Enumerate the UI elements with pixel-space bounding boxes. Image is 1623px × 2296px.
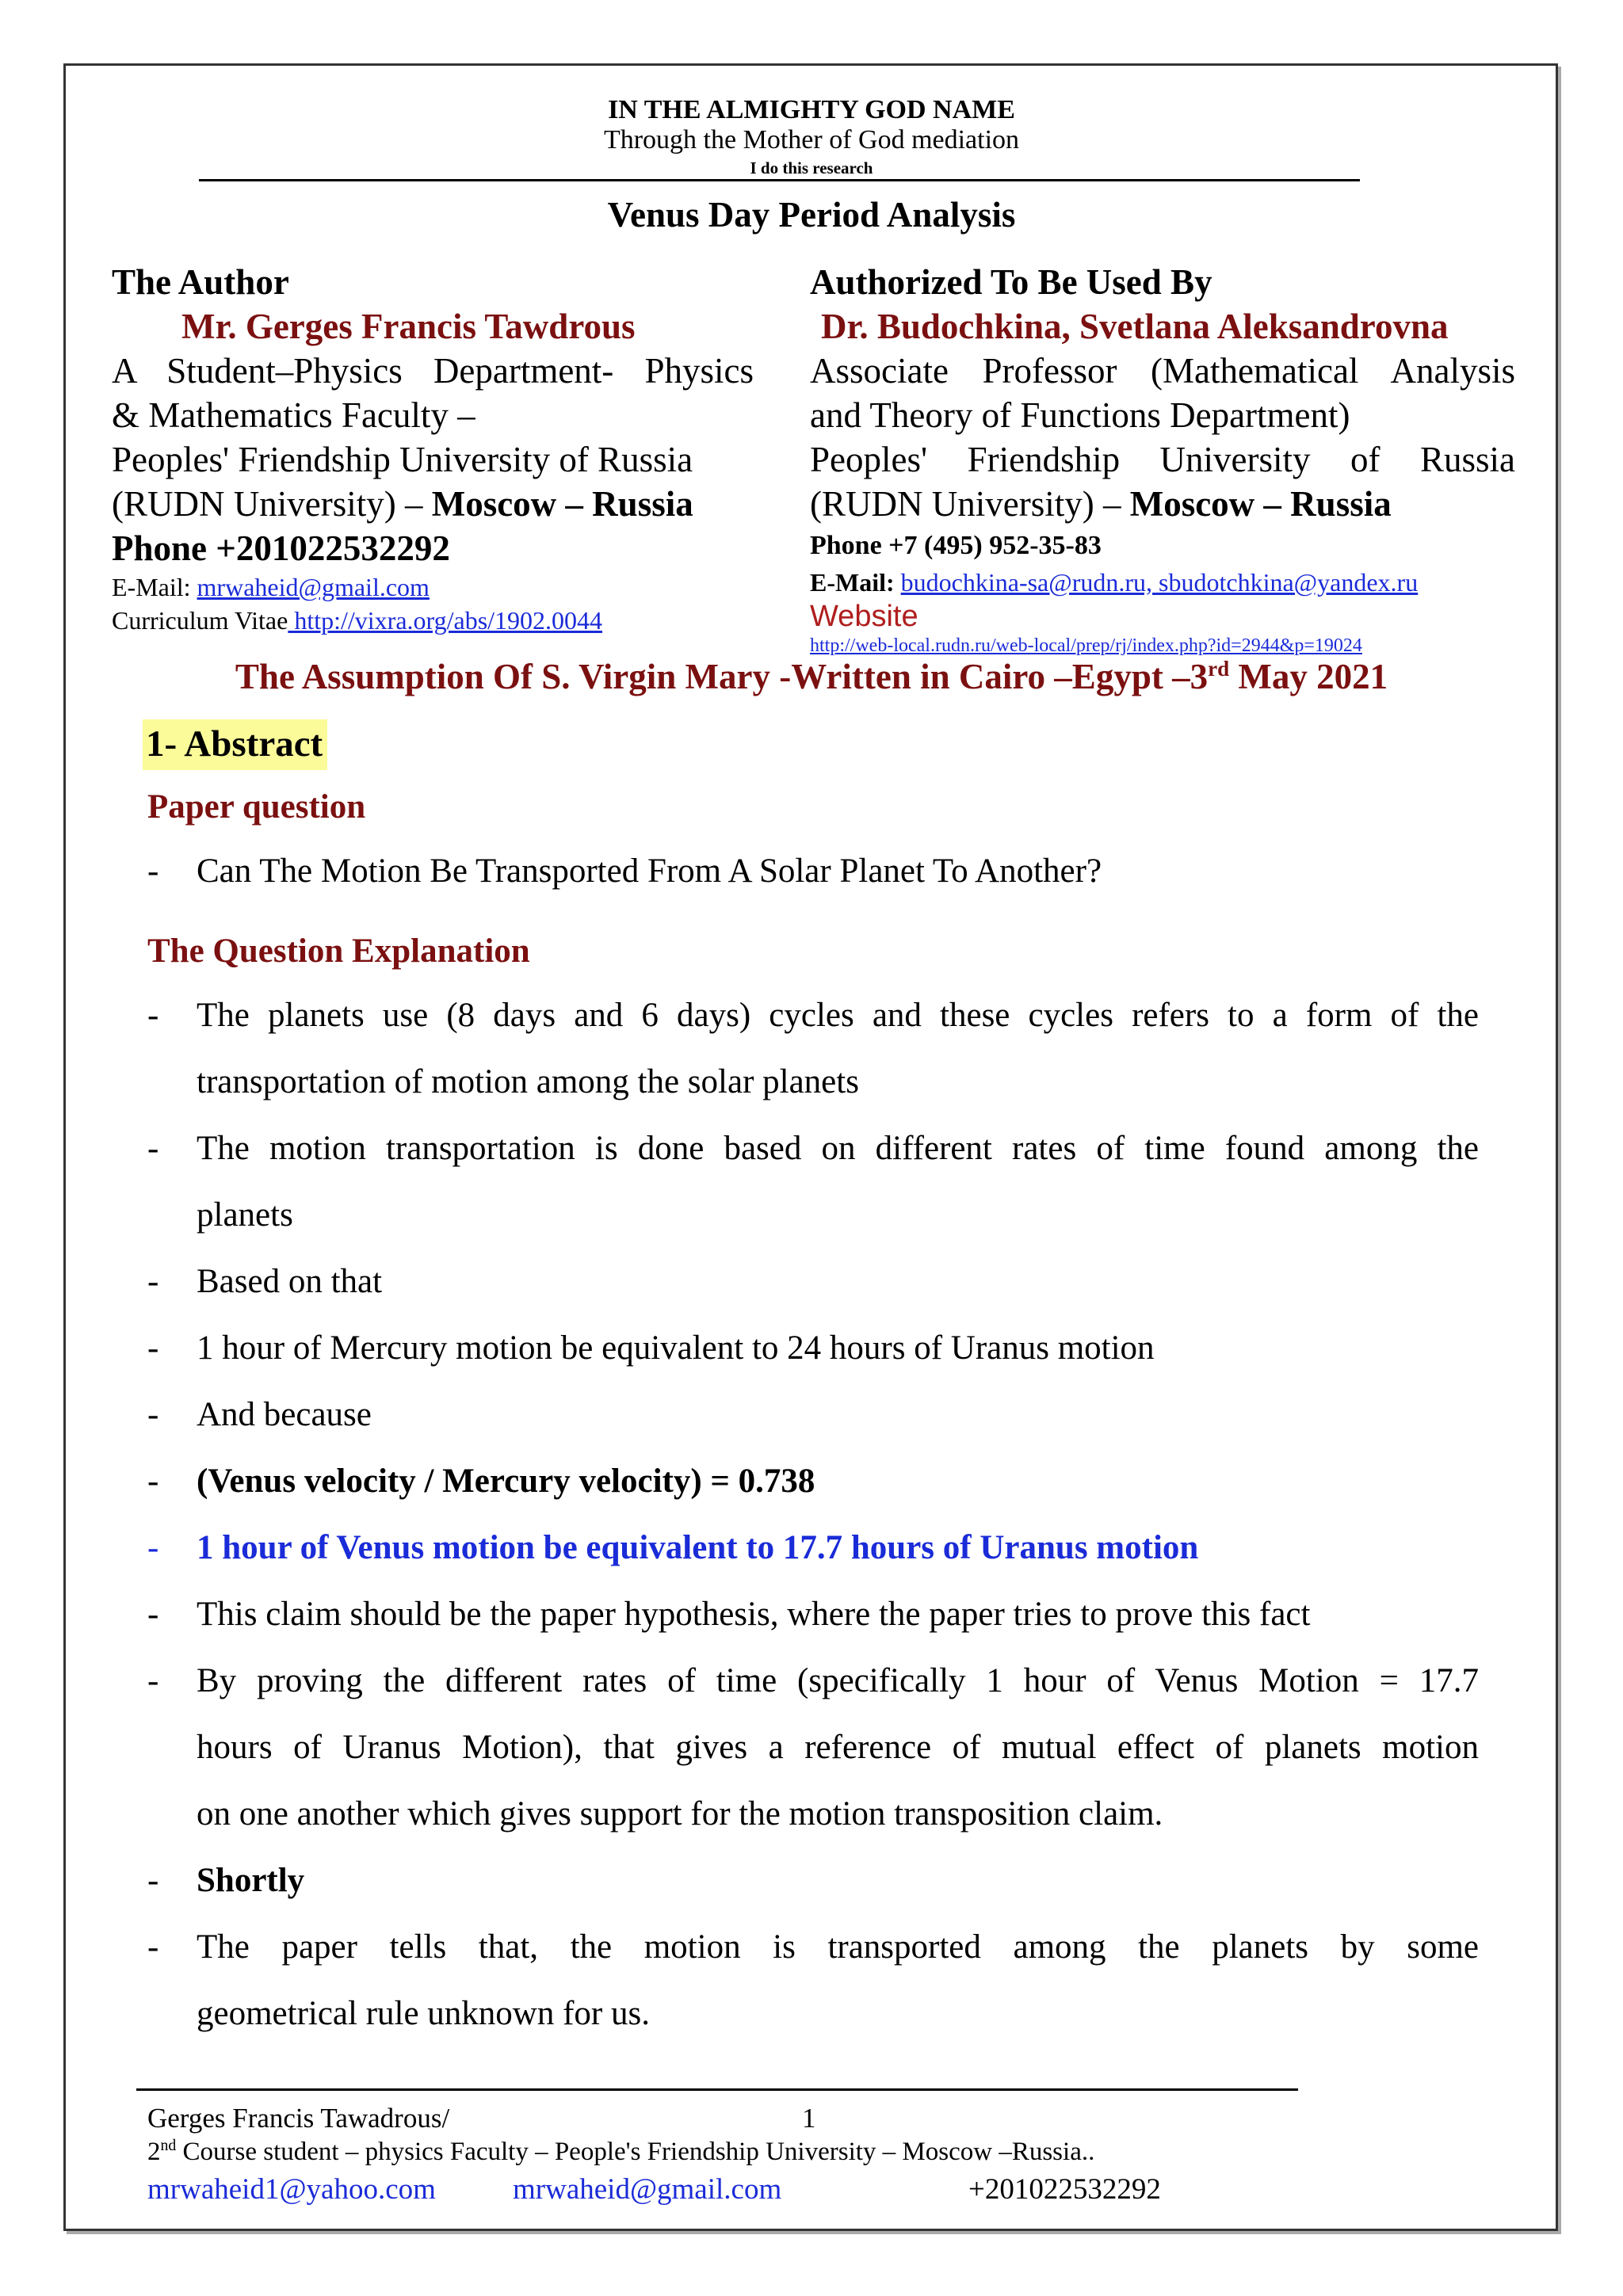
author-cv-label: Curriculum Vitae <box>112 606 288 635</box>
list-item <box>147 1581 1479 1648</box>
explanation-heading: The Question Explanation <box>147 933 530 970</box>
bullet-dash: - <box>147 1329 159 1367</box>
abstract-heading: 1- Abstract <box>143 719 327 770</box>
bullet-text: The motion transportation is done based on different rates of time found among the <box>197 1130 1479 1167</box>
list-item <box>147 1448 1479 1515</box>
list-item <box>147 1714 1479 1781</box>
list-item <box>147 1382 1479 1448</box>
author-email-link[interactable]: mrwaheid@gmail.com <box>197 573 430 601</box>
authorized-phone: Phone +7 (495) 952-35-83 <box>810 531 1102 560</box>
author-affiliation-4 <box>112 482 754 526</box>
author-block <box>112 260 754 637</box>
author-phone: Phone +201022532292 <box>112 528 450 568</box>
bullet-dash: - <box>147 1928 159 1966</box>
author-email-line <box>112 570 754 604</box>
bullet-text: Based on that <box>197 1263 383 1300</box>
footer-course-num: 2 <box>147 2138 161 2166</box>
assumption-text: The Assumption Of S. Virgin Mary -Written in Cairo –Egypt –3 <box>235 657 1209 696</box>
list-item <box>147 1781 1479 1848</box>
bullet-text: And because <box>197 1396 372 1433</box>
footer-rule <box>136 2088 1298 2091</box>
bullet-text: By proving the different rates of time (specifically 1 hour of Venus Motion = 17.7 <box>197 1662 1479 1699</box>
footer-author: Gerges Francis Tawadrous/ <box>147 2103 450 2134</box>
authorized-affiliation-1: Associate Professor (Mathematical Analysis <box>810 351 1515 391</box>
footer-page-number: 1 <box>802 2103 816 2134</box>
bullet-dash: - <box>147 1662 159 1699</box>
list-item <box>147 1116 1479 1182</box>
bullet-dash: - <box>147 852 159 890</box>
assumption-sup: rd <box>1208 657 1230 681</box>
authorized-city: Moscow – Russia <box>1129 484 1392 524</box>
bullet-dash: - <box>147 1596 159 1633</box>
list-item <box>147 840 1479 903</box>
authorized-heading: Authorized To Be Used By <box>810 262 1212 302</box>
footer-course-text: Course student – physics Faculty – People's Friendship University – Moscow –Russia.. <box>176 2138 1095 2166</box>
footer-course-line <box>147 2138 1094 2167</box>
author-affiliation-1: A Student–Physics Department- Physics <box>112 351 754 391</box>
authorized-website-link[interactable]: http://web-local.rudn.ru/web-local/prep/rj/index.php?id=2944&p=19024 <box>810 635 1362 656</box>
list-item <box>147 1648 1479 1714</box>
list-item <box>147 1182 1479 1249</box>
footer-phone: +201022532292 <box>968 2173 1161 2206</box>
footer-email-1[interactable]: mrwaheid1@yahoo.com <box>147 2173 436 2206</box>
author-affiliation-3: Peoples' Friendship University of Russia <box>112 440 693 479</box>
bullet-dash: - <box>147 1862 159 1899</box>
list-item <box>147 1914 1479 1981</box>
bullet-text: (Venus velocity / Mercury velocity) = 0.738 <box>197 1463 815 1500</box>
author-name: Mr. Gerges Francis Tawdrous <box>181 307 636 346</box>
author-affiliation-2: & Mathematics Faculty – <box>112 395 475 435</box>
bullet-text: This claim should be the paper hypothesis, where the paper tries to prove this fact <box>197 1596 1311 1633</box>
bullet-dash: - <box>147 1130 159 1167</box>
header-line-3: I do this research <box>750 158 873 177</box>
author-heading: The Author <box>112 262 289 302</box>
author-city: Moscow – Russia <box>431 484 693 524</box>
assumption-line <box>0 656 1623 697</box>
authorized-website-label: Website <box>810 600 918 633</box>
paper-question-list <box>147 840 1479 903</box>
author-cv-line <box>112 604 754 637</box>
header-rule <box>199 179 1360 181</box>
footer-email-2[interactable]: mrwaheid@gmail.com <box>513 2173 782 2206</box>
list-item <box>147 1249 1479 1315</box>
assumption-date: May 2021 <box>1229 657 1388 696</box>
list-item <box>147 1315 1479 1382</box>
list-item <box>147 1515 1479 1581</box>
authorized-email-label: E-Mail: <box>810 568 901 597</box>
bullet-text: Shortly <box>197 1862 305 1899</box>
bullet-text: The planets use (8 days and 6 days) cycles and these cycles refers to a form of the <box>197 997 1479 1034</box>
authorized-affiliation-2: and Theory of Functions Department) <box>810 395 1350 435</box>
authorized-affiliation-4-text: (RUDN University) – <box>810 484 1130 524</box>
authorized-email-link[interactable]: budochkina-sa@rudn.ru, sbudotchkina@yandex.ru <box>900 568 1419 597</box>
footer-course-sup: nd <box>160 2137 177 2154</box>
bullet-dash: - <box>147 1396 159 1433</box>
authorized-affiliation-3: Peoples' Friendship University of Russia <box>810 440 1515 479</box>
authorized-affiliation-4 <box>810 482 1515 526</box>
bullet-text: The paper tells that, the motion is transported among the planets by some <box>197 1928 1479 1966</box>
paper-title: Venus Day Period Analysis <box>607 195 1016 235</box>
bullet-dash: - <box>147 1529 159 1566</box>
bullet-text: 1 hour of Venus motion be equivalent to 17.7 hours of Uranus motion <box>197 1529 1199 1566</box>
authorized-email-line <box>810 566 1515 599</box>
paper-question-heading: Paper question <box>147 788 366 826</box>
bullet-text: on one another which gives support for the motion transposition claim. <box>197 1795 1163 1833</box>
explanation-list <box>147 982 1479 2047</box>
header-line-2: Through the Mother of God mediation <box>603 125 1020 154</box>
bullet-dash: - <box>147 1463 159 1500</box>
authorized-block <box>810 260 1515 658</box>
list-item <box>147 1981 1479 2047</box>
bullet-text: transportation of motion among the solar planets <box>197 1063 859 1100</box>
author-affiliation-4-text: (RUDN University) – <box>112 484 432 524</box>
list-item <box>147 1049 1479 1116</box>
list-item <box>147 1848 1479 1914</box>
bullet-text: 1 hour of Mercury motion be equivalent to 24 hours of Uranus motion <box>197 1329 1155 1367</box>
authorized-name: Dr. Budochkina, Svetlana Aleksandrovna <box>821 307 1449 346</box>
bullet-dash: - <box>147 1263 159 1300</box>
header-line-1: IN THE ALMIGHTY GOD NAME <box>608 95 1015 124</box>
author-email-label: E-Mail: <box>112 573 197 601</box>
list-item <box>147 982 1479 1049</box>
bullet-text: geometrical rule unknown for us. <box>197 1995 650 2032</box>
author-cv-link[interactable]: http://vixra.org/abs/1902.0044 <box>288 606 603 635</box>
bullet-dash: - <box>147 997 159 1034</box>
bullet-text: hours of Uranus Motion), that gives a reference of mutual effect of planets motion <box>197 1729 1479 1766</box>
bullet-text: planets <box>197 1196 293 1234</box>
paper-question-text: Can The Motion Be Transported From A Solar Planet To Another? <box>197 852 1102 890</box>
